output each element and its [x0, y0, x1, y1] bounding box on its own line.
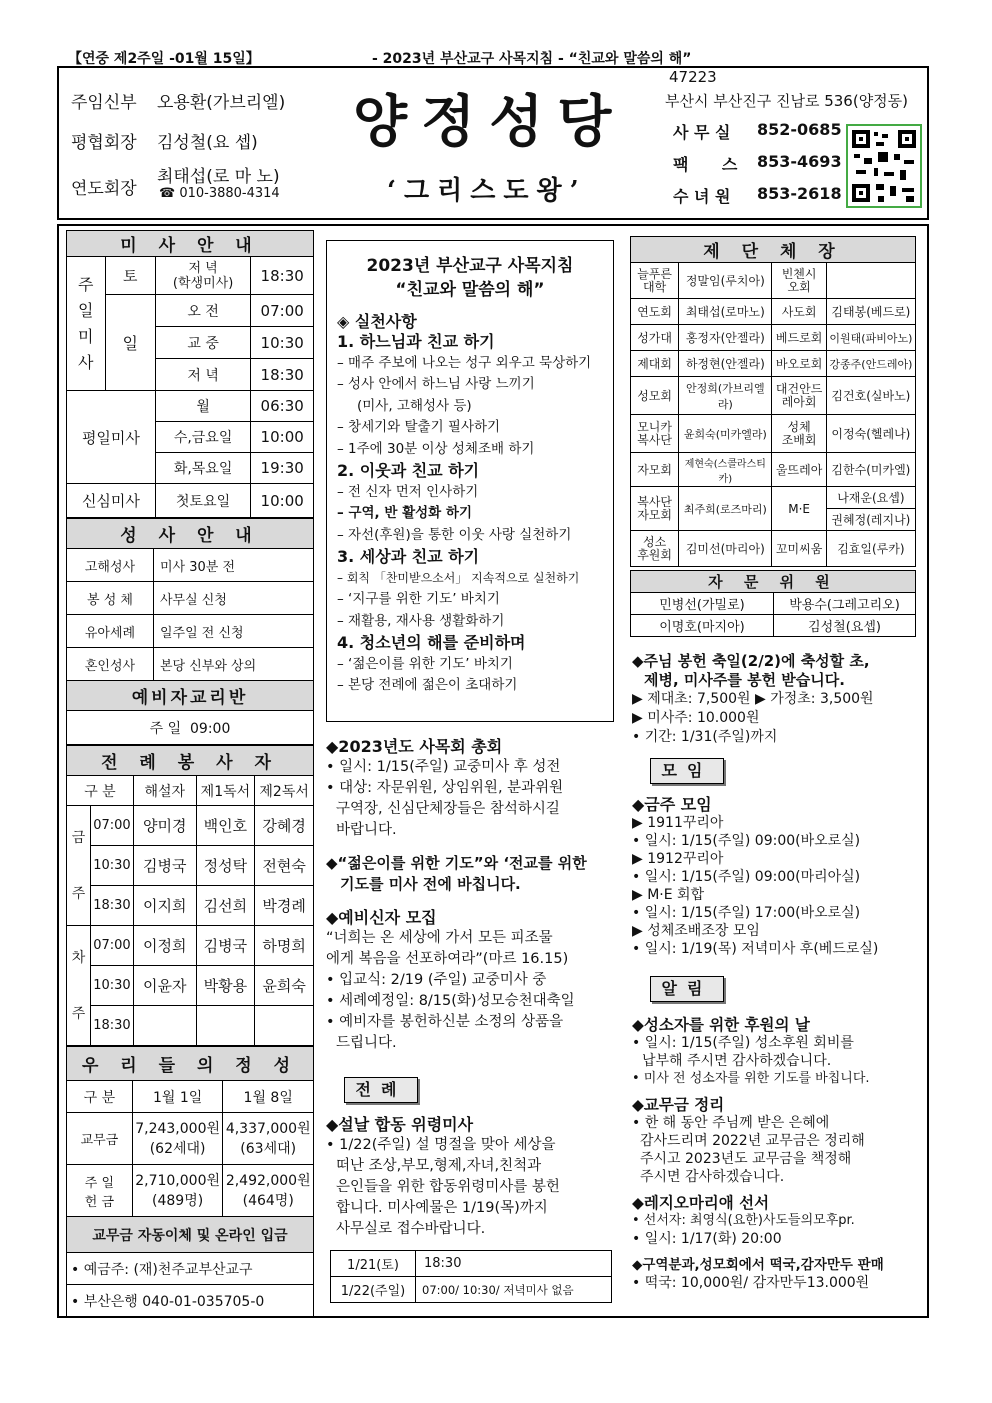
notice-line: • 한 해 동안 주님께 받은 은혜에	[632, 1115, 830, 1131]
server-name	[196, 1006, 255, 1046]
weekday-mass-label: 평일미사	[67, 391, 156, 484]
devotion-time: 10:00	[251, 484, 314, 518]
sacrament-value: 일주일 전 신청	[154, 615, 314, 648]
meeting-section-label: 모임	[650, 758, 724, 784]
leader-name: 이정숙(헬레나)	[826, 415, 915, 453]
weekday-row-time: 06:30	[251, 391, 314, 422]
liturgy-section-label: 전례	[344, 1077, 418, 1103]
offering-title: 우 리 들 의 정 성	[67, 1047, 314, 1081]
notice-line: ▶ M·E 회합	[632, 887, 705, 903]
masthead	[57, 66, 929, 220]
notice-line: • 기간: 1/31(주일)까지	[632, 729, 778, 745]
servers-head: 제2독서	[255, 776, 314, 806]
catechumen-time: 주 일 09:00	[67, 711, 314, 745]
sacrament-title: 성 사 안 내	[67, 519, 314, 549]
group-name: 빈첸시 오회	[772, 263, 826, 299]
saturday-time-label: 저 녁 (학생미사)	[155, 257, 250, 295]
servers-head: 제1독서	[196, 776, 255, 806]
presentation-heading-2: 제병, 미사주를 봉헌 받습니다.	[644, 671, 845, 689]
meetings-notice	[632, 796, 922, 958]
group-leaders-table	[630, 236, 916, 567]
offering-table	[66, 1046, 314, 1317]
leader-name: 안정희(가브리엘라)	[679, 377, 772, 415]
guide-item-heading: 3. 세상과 친교 하기	[337, 547, 480, 566]
server-name: 이정희	[133, 926, 196, 966]
server-time: 18:30	[91, 886, 134, 926]
guide-item-line: – 재활용, 재사용 생활화하기	[337, 612, 505, 629]
sacrament-key: 봉 성 체	[67, 582, 154, 615]
notice-line: ▶ 1911꾸리아	[632, 815, 724, 831]
office-phone: 852-0685	[757, 120, 842, 139]
leader-name: 정말임(루치아)	[679, 263, 772, 299]
mass-title: 미 사 안 내	[67, 231, 314, 257]
convent-label: 수 녀 원	[673, 187, 731, 206]
offering-head: 구 분	[67, 1081, 133, 1113]
group-name: 제대회	[631, 351, 679, 377]
server-time: 10:30	[91, 966, 134, 1006]
group-name: 자모회	[631, 453, 679, 487]
notice-line: 사무실로 접수바랍니다.	[336, 1221, 486, 1237]
server-name: 강혜경	[255, 806, 314, 846]
saturday-label: 토	[105, 257, 155, 295]
guide-item-line: – 전 신자 먼저 인사하기	[337, 483, 479, 500]
offering-head: 1월 8일	[223, 1081, 314, 1113]
server-name	[255, 1006, 314, 1046]
devotion-mass-label: 신심미사	[67, 484, 156, 518]
presentation-heading: ◆주님 봉헌 축일(2/2)에 축성할 초,	[632, 652, 870, 670]
leader-name: 김한수(미카엘)	[826, 453, 915, 487]
leader-name: 윤희숙(미카엘라)	[679, 415, 772, 453]
sunday-row-time: 10:30	[251, 327, 314, 359]
guide-item-line: – 1주에 30분 이상 성체조배 하기	[337, 440, 535, 457]
council-label: 평협회장	[71, 133, 137, 153]
leader-name: 하정현(안젤라)	[679, 351, 772, 377]
notice-line: “너희는 온 세상에 가서 모든 피조물	[326, 930, 553, 946]
schedule-time: 07:00/ 10:30/ 저녁미사 없음	[416, 1277, 612, 1303]
youth-prayer-heading: ◆“젊은이를 위한 기도”와 ‘전교를 위한	[326, 854, 587, 872]
notice-line: • 미사 전 성소자를 위한 기도를 바칩니다.	[632, 1071, 870, 1086]
leader-name: 김효일(루카)	[826, 531, 915, 567]
advisors-title: 자 문 위 원	[631, 571, 916, 593]
leader-name: 김미선(마리아)	[679, 531, 772, 567]
notice-line: ▶ 성체조배조장 모임	[632, 923, 760, 939]
leader-name: 김태봉(베드로)	[826, 299, 915, 325]
sacrament-key: 고해성사	[67, 549, 154, 582]
office-label: 사 무 실	[673, 123, 731, 142]
guide-item-heading: 2. 이웃과 친교 하기	[337, 461, 480, 480]
weekday-row-time: 19:30	[251, 453, 314, 484]
general-meeting-heading: ◆2023년도 사목회 총회	[326, 737, 503, 756]
offering-value: 2,710,000원 (489명)	[132, 1165, 223, 1217]
left-column	[66, 230, 314, 1317]
sunday-row-label: 교 중	[155, 327, 250, 359]
right-notices	[632, 1016, 922, 1292]
fax-label: 팩 스	[673, 155, 738, 174]
offering-head: 1월 1일	[132, 1081, 223, 1113]
offering-value: 2,492,000원 (464명)	[223, 1165, 314, 1217]
middle-notices	[326, 736, 616, 1054]
meetings-heading: ◆금주 모임	[632, 795, 712, 814]
bank-account: • 부산은행 040-01-035705-0	[67, 1285, 314, 1317]
newyear-heading: ◆설날 합동 위령미사	[326, 1115, 474, 1134]
leader-name: 강종주(안드레아)	[826, 351, 915, 377]
diocese-motto: - 2023년 부산교구 사목지침 - “친교와 말씀의 해”	[372, 51, 692, 67]
vocation-heading: ◆성소자를 위한 후원의 날	[632, 1016, 810, 1034]
notice-line: 감사드리며 2022년 교무금은 정리해	[640, 1133, 865, 1149]
newyear-notice	[326, 1114, 616, 1240]
guide-title: 2023년 부산교구 사목지침	[366, 256, 574, 276]
group-name: 베드로회	[772, 325, 826, 351]
schedule-time: 18:30	[416, 1251, 612, 1277]
notice-line: • 일시: 1/15(주일) 17:00(바오로실)	[632, 905, 861, 921]
server-name: 김병국	[133, 846, 196, 886]
group-name: 꼬미씨움	[772, 531, 826, 567]
weekday-row-time: 10:00	[251, 422, 314, 453]
notice-line: 떠난 조상,부모,형제,자녀,친척과	[336, 1158, 542, 1174]
sacrament-value: 사무실 신청	[154, 582, 314, 615]
sacrament-key: 혼인성사	[67, 648, 154, 681]
leader-name: 홍정자(안젤라)	[679, 325, 772, 351]
group-name: 모니카 복사단	[631, 415, 679, 453]
parish-subtitle: ‘그리스도왕’	[387, 176, 587, 206]
guide-item-line: – 회칙 「찬미받으소서」 지속적으로 실천하기	[337, 570, 580, 585]
server-time: 18:30	[91, 1006, 134, 1046]
server-time: 10:30	[91, 846, 134, 886]
pastor-label: 주임신부	[71, 93, 137, 113]
server-name: 이지희	[133, 886, 196, 926]
saturday-time: 18:30	[251, 257, 314, 295]
server-name	[133, 1006, 196, 1046]
guide-subtitle: “친교와 말씀의 해”	[395, 280, 545, 300]
notice-line: • 입교식: 2/19 (주일) 교중미사 중	[326, 972, 547, 988]
notice-line: 납부해 주시면 감사하겠습니다.	[642, 1053, 832, 1069]
notice-line: • 일시: 1/15(주일) 성소후원 회비를	[632, 1035, 854, 1051]
notice-line: 합니다. 미사예물은 1/19(목)까지	[336, 1200, 548, 1216]
sacrament-value: 본당 신부와 상의	[154, 648, 314, 681]
leader-name: 나재운(요셉)	[826, 487, 915, 509]
guide-item-line: – 본당 전례에 젊은이 초대하기	[337, 677, 518, 693]
group-name: 대건안드 레아회	[772, 377, 826, 415]
notice-line: ▶ 제대초: 7,500원 ▶ 가정초: 3,500원	[632, 691, 874, 707]
practice-heading: ◈ 실천사항	[337, 312, 417, 331]
devotion-day: 첫토요일	[155, 484, 250, 518]
notice-line: • 일시: 1/15(주일) 교중미사 후 성전	[326, 759, 561, 775]
tithe-heading: ◆교무금 정리	[632, 1096, 725, 1114]
advisors-table	[630, 570, 916, 637]
notice-line: • 일시: 1/15(주일) 09:00(바오로실)	[632, 833, 861, 849]
offering-key: 주 일 헌 금	[67, 1165, 133, 1217]
server-name: 박황용	[196, 966, 255, 1006]
notice-line: • 떡국: 10,000원/ 감자만두13.000원	[632, 1275, 870, 1291]
leader-name: 제현숙(스콜라스티카)	[679, 453, 772, 487]
server-name: 김선희	[196, 886, 255, 926]
group-name: 성가대	[631, 325, 679, 351]
servers-head: 구 분	[67, 776, 134, 806]
group-name: 늘푸른 대학	[631, 263, 679, 299]
group-name: 사도회	[772, 299, 826, 325]
server-name: 윤희숙	[255, 966, 314, 1006]
server-name: 이윤자	[133, 966, 196, 1006]
notice-line: 주시고 2023년도 교무금을 책정해	[640, 1151, 852, 1167]
leader-name: 권혜정(레지나)	[826, 509, 915, 531]
server-name: 김병국	[196, 926, 255, 966]
sacrament-table	[66, 518, 314, 745]
mass-schedule-table	[66, 230, 314, 518]
server-name: 정성탁	[196, 846, 255, 886]
servers-head: 해설자	[133, 776, 196, 806]
recruit-heading: ◆예비신자 모집	[326, 908, 437, 927]
zip-code: 47223	[669, 68, 717, 86]
notice-line: 드립니다.	[336, 1035, 397, 1051]
notice-line: • 예비자를 봉헌하신분 소정의 상품을	[326, 1014, 564, 1030]
guide-item-line: – 구역, 반 활성화 하기	[337, 505, 473, 521]
convent-phone: 853-2618	[757, 184, 842, 203]
group-name: 성체 조배회	[772, 415, 826, 453]
youth-prayer-heading-2: 기도를 미사 전에 바칩니다.	[340, 875, 521, 893]
weekday-row-label: 수,금요일	[155, 422, 250, 453]
server-name: 박경례	[255, 886, 314, 926]
guide-item-line: (미사, 고해성사 등)	[357, 397, 472, 414]
servers-title: 전 례 봉 사 자	[67, 746, 314, 776]
servers-table	[66, 745, 314, 1046]
schedule-date: 1/22(주일)	[331, 1277, 416, 1303]
qr-code-icon[interactable]	[846, 124, 922, 208]
offering-key: 교무금	[67, 1113, 133, 1165]
leader-name	[826, 263, 915, 299]
notice-line: 은인들을 위한 합동위령미사를 봉헌	[336, 1179, 560, 1195]
region-label: 연도회장	[71, 179, 137, 199]
weekday-row-label: 월	[155, 391, 250, 422]
server-time: 07:00	[91, 926, 134, 966]
sacrament-value: 미사 30분 전	[154, 549, 314, 582]
guide-item-heading: 4. 청소년의 해를 준비하며	[337, 633, 526, 652]
server-name: 전현숙	[255, 846, 314, 886]
server-time: 07:00	[91, 806, 134, 846]
server-name: 하명희	[255, 926, 314, 966]
schedule-date: 1/21(토)	[331, 1251, 416, 1277]
guide-items	[337, 331, 609, 697]
region-phone: ☎ 010-3880-4314	[159, 186, 280, 201]
notice-line: ▶ 미사주: 10.000원	[632, 710, 760, 726]
pastor-name: 오용환(가브리엘)	[157, 93, 286, 113]
notice-line: • 일시: 1/19(목) 저녁미사 후(베드로실)	[632, 941, 879, 957]
leader-name: 이원태(파비아노)	[826, 325, 915, 351]
group-leaders-title: 제 단 체 장	[631, 237, 916, 263]
advisor-name: 이명호(마지아)	[631, 615, 774, 637]
advisor-name: 민병선(가밀로)	[631, 593, 774, 615]
leader-name: 김건호(실바노)	[826, 377, 915, 415]
address: 부산시 부산진구 진남로 536(양정동)	[665, 92, 909, 110]
leader-name: 최주희(로즈마리)	[679, 487, 772, 531]
group-name: 바오로회	[772, 351, 826, 377]
account-holder: • 예금주: (재)천주교부산교구	[67, 1253, 314, 1285]
next-week-label: 차 주	[67, 926, 91, 1046]
sacrament-key: 유아세례	[67, 615, 154, 648]
sunday-label: 일	[105, 295, 155, 391]
notice-line: 구역장, 신심단체장들은 참석하시길	[336, 801, 560, 817]
guide-item-line: – 자선(후원)을 통한 이웃 사랑 실천하기	[337, 526, 572, 543]
pastoral-guide-box	[326, 240, 614, 722]
sunday-row-time: 07:00	[251, 295, 314, 327]
notice-line: • 일시: 1/15(주일) 09:00(마리아실)	[632, 869, 861, 885]
this-week-label: 금 주	[67, 806, 91, 926]
advisor-name: 박용수(그레고리오)	[774, 593, 916, 615]
group-name: M·E	[772, 487, 826, 531]
sunday-row-label: 저 녁	[155, 359, 250, 391]
parish-title: 양정성당	[353, 89, 626, 155]
guide-item-line: – 성사 안에서 하느님 사랑 느끼기	[337, 376, 535, 392]
group-name: 성소 후원회	[631, 531, 679, 567]
auto-transfer-title: 교무금 자동이체 및 온라인 입금	[67, 1217, 314, 1253]
issue-date: 【연중 제2주일 -01월 15일】	[68, 51, 260, 67]
sunday-mass-label: 주 일 미 사	[67, 257, 106, 391]
server-name: 양미경	[133, 806, 196, 846]
legio-heading: ◆레지오마리애 선서	[632, 1194, 770, 1212]
offering-value: 4,337,000원 (63세대)	[223, 1113, 314, 1165]
notice-line: • 일시: 1/17(화) 20:00	[632, 1231, 782, 1247]
server-name: 백인호	[196, 806, 255, 846]
group-name: 성모회	[631, 377, 679, 415]
guide-item-line: – ‘지구를 위한 기도’ 바치기	[337, 591, 500, 607]
notice-line: 바랍니다.	[336, 822, 397, 838]
notice-section-label: 알림	[650, 976, 724, 1002]
group-name: 울뜨레아	[772, 453, 826, 487]
catechumen-title: 예비자교리반	[67, 681, 314, 711]
notice-line: 주시면 감사하겠습니다.	[640, 1169, 785, 1185]
notice-line: • 1/22(주일) 설 명절을 맞아 세상을	[326, 1137, 556, 1153]
fax-number: 853-4693	[757, 152, 842, 171]
sunday-row-label: 오 전	[155, 295, 250, 327]
guide-item-line: – 창세기와 탈출기 필사하기	[337, 419, 501, 435]
guide-item-line: – 매주 주보에 나오는 성구 외우고 묵상하기	[337, 354, 592, 371]
council-name: 김성철(요 셉)	[157, 133, 258, 153]
weekday-row-label: 화,목요일	[155, 453, 250, 484]
notice-line: • 대상: 자문위원, 상임위원, 분과위원	[326, 780, 564, 796]
notice-line: ▶ 1912꾸리아	[632, 851, 724, 867]
notice-line: • 선서자: 최영식(요한)사도들의모후pr.	[632, 1213, 855, 1228]
notice-line: • 세례예정일: 8/15(화)성모승천대축일	[326, 993, 575, 1009]
guide-item-line: – ‘젊은이를 위한 기도’ 바치기	[337, 655, 513, 672]
advisor-name: 김성철(요셉)	[774, 615, 916, 637]
offering-value: 7,243,000원 (62세대)	[132, 1113, 223, 1165]
leader-name: 최태섭(로마노)	[679, 299, 772, 325]
group-name: 연도회	[631, 299, 679, 325]
presentation-notice	[632, 652, 922, 747]
guide-item-heading: 1. 하느님과 친교 하기	[337, 332, 495, 351]
newyear-schedule-table	[330, 1250, 612, 1303]
sunday-row-time: 18:30	[251, 359, 314, 391]
region-name: 최태섭(로 마 노)	[157, 167, 280, 187]
group-name: 복사단 자모회	[631, 487, 679, 531]
sale-heading: ◆구역분과,성모회에서 떡국,감자만두 판매	[632, 1257, 884, 1273]
notice-line: 에게 복음을 선포하여라”(마르 16.15)	[326, 951, 569, 967]
